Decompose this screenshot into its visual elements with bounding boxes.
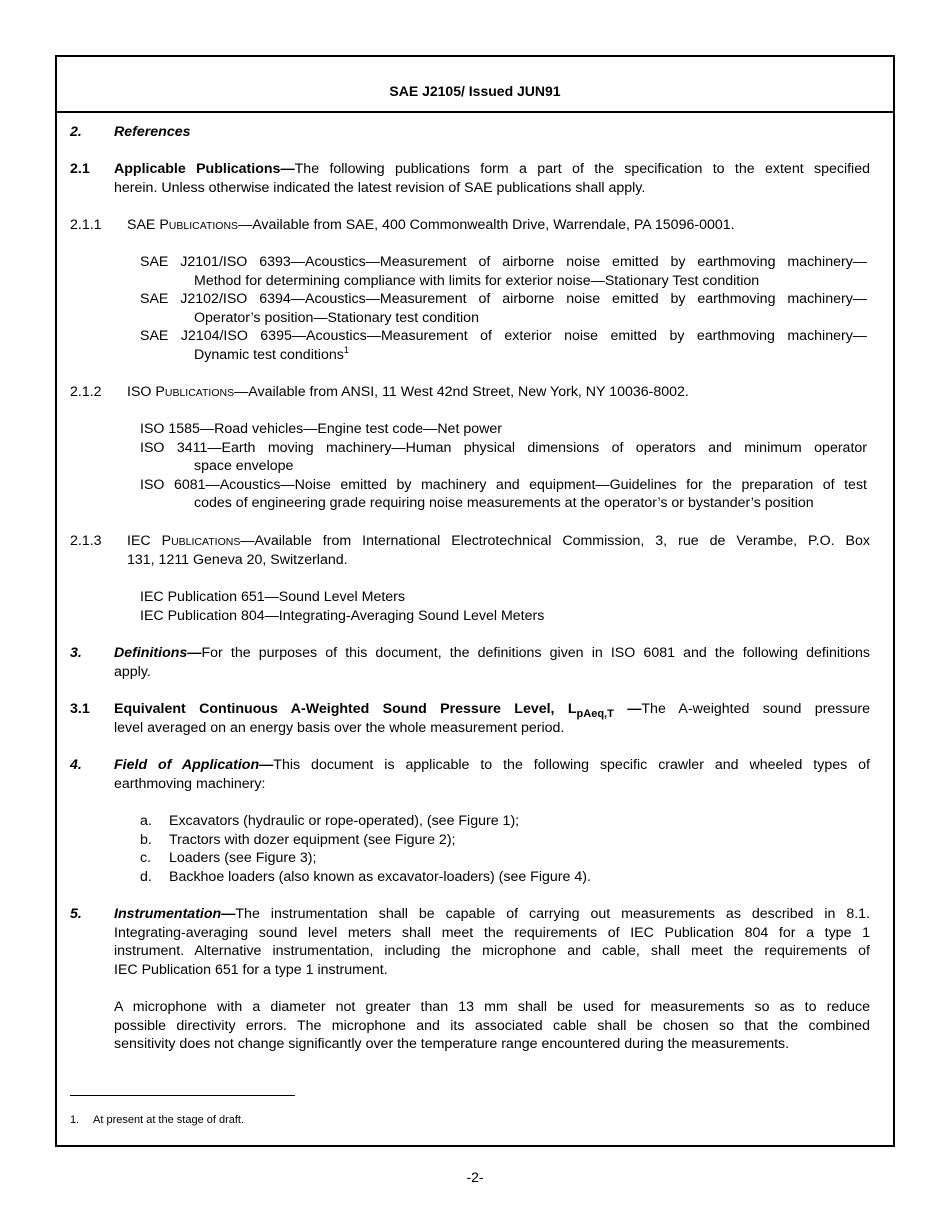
reference-item: ISO 1585—Road vehicles—Engine test code—Net power — [140, 421, 502, 437]
machinery-list — [140, 812, 867, 886]
section-3-1: 3.1 Equivalent Continuous A-Weighted Sound Pressure Level, $L_{pAeq,T}$ —The A-weighted sound pressure level averaged on an energy basis over the whole measurement period. — [70, 701, 870, 736]
document-header — [57, 57, 893, 113]
reference-item: ISO 6081—Acoustics—Noise emitted by machinery and equipment—Guidelines for the preparation of test — [140, 476, 867, 493]
reference-item: IEC Publication 804—Integrating-Averaging Sound Level Meters — [140, 607, 545, 624]
reference-item: SAE J2104/ISO 6395—Acoustics—Measurement of exterior noise emitted by earthmoving machinery— — [140, 328, 867, 345]
section-2-1-3: 2.1.3 IEC PUBLICATIONS—Available from International Electrotechnical Commission, 3, rue de Verambe, P.O. Box 131, 1211 Geneva 20, Switzerland. — [70, 533, 870, 568]
list-item: a. Excavators (hydraulic or rope-operated), (see Figure 1); — [140, 813, 520, 829]
reference-item: ISO 3411—Earth moving machinery—Human physical dimensions of operators and minimum operator — [140, 439, 867, 456]
section-5-paragraph-2: A microphone with a diameter not greater than 13 mm shall be used for measurements so as to reduce possible directivity errors. The microphone and its associated cable shall be chosen so that the combined sensitivity does not change significantly over the temperature range encountered during the measurements. — [114, 999, 870, 1053]
section-2-1: 2.1 Applicable Publications—The following publications form a part of the specification to the extent specified herein. Unless otherwise indicated the latest revision of SAE publications shall apply. — [70, 161, 870, 196]
iso-references: ISO 1585—Road vehicles—Engine test code—Net power ISO 3411—Earth moving machinery—Human physical dimensions of operators and minimum operator space envelope ISO 6081—Acoustics—Noise emitted by machinery and equipment—Guidelines for the preparation of test codes of engineering grade requiring noise measurements at the operator’s or bystander’s position — [140, 421, 867, 512]
iec-references — [140, 588, 867, 625]
footnote-divider — [70, 1095, 295, 1096]
list-item: b. Tractors with dozer equipment (see Figure 2); — [140, 831, 456, 848]
sae-references: SAE J2101/ISO 6393—Acoustics—Measurement of airborne noise emitted by earthmoving machinery— Method for determining compliance with limits for exterior noise—Stationary Test condition SAE J2102/ISO 6394—Acoustics—Measurement of airborne noise emitted by earthmoving machinery— Operator’s position—Stationary test condition SAE J2104/ISO 6395—Acoustics—Measurement of exterior noise emitted by earthmoving machinery— Dynamic test conditions$^1$ — [140, 254, 867, 363]
document-title: SAE J2105/ Issued JUN91 — [389, 83, 561, 99]
page-frame: SAE J2105/ Issued JUN91 2. References 2.1 Applicable Publications—The following publications form a part of the specification to the extent specified herein. Unless otherwise indicated the latest revision of SAE publications shall apply. 2.1.1 SAE PUBLICATIONS—Available from SAE, 400 Commonwealth Drive, Warrendale, PA 15096-0001. SAE J2101/ISO 6393—Acoustics—Measurement of airborne noise emitted by earthmoving machinery— Method for determining compliance with limits for exterior noise—Stationary Test condition SAE J2102/ISO 6394—Acoustics—Measurement of airborne noise emitted by earthmoving machinery— Operator’s position—Stationary test condition SAE J2104/ISO 6395—Acoustics—Measurement of exterior noise emitted by earthmoving machinery— Dynamic test conditions$^1$ 2.1.2 ISO PUBLICATIONS—Available from ANSI, 11 West 42nd Street, New York, NY 10036-8002. ISO 1585—Road vehicles—Engine test code—Net power ISO 3411—Earth moving machinery—Human physical dimensions of operators and minimum operator space envelope ISO 6081—Acoustics—Noise emitted by machinery and equipment—Guidelines for the preparation of test codes of engineering grade requiring noise measurements at the operator’s or bystander’s position 2.1.3 IEC PUBLICATIONS—Available from International Electrotechnical Commission, 3, rue de Verambe, P.O. Box 131, 1211 Geneva 20, Switzerland. IEC Publication 651—Sound Level Meters IEC Publication 804—Integrating-Averaging Sound Level Meters 3. Definitions—For the purposes of this document, the definitions given in ISO 6081 and the following definitions apply. 3.1 Equivalent Continuous A-Weighted Sound Pressure Level, $L_{pAeq,T}$ —The A-weighted sound pressure level averaged on an energy basis over the whole measurement period. 4. Field of Application—This document is applicable to the following specific crawler and wheeled types of earthmoving machinery: a. Excavators (hydraulic or rope-operated), (see Figure 1); b. Tractors with dozer equipment (see Figure 2); c. Loaders (see Figure 3); d. Backhoe loaders (also known as excavator-loaders) (see Figure 4). 5. Instrumentation—The instrumentation shall be capable of carrying out measurements as described in 8.1. Integrating-averaging sound level meters shall meet the requirements of IEC Publication 804 for a type 1 instrument. Alternative instrumentation, including the microphone and cable, shall meet the requirements of IEC Publication 651 for a type 1 instrument. A microphone with a diameter not greater than 13 mm shall be used for measurements so as to reduce possible directivity errors. The microphone and its associated cable shall be chosen so that the combined sensitivity does not change significantly over the temperature range encountered during the measurements. 1. At present at the stage of draft. — [55, 55, 895, 1147]
reference-item: SAE J2102/ISO 6394—Acoustics—Measurement of airborne noise emitted by earthmoving machinery— — [140, 291, 867, 308]
section-5: 5. Instrumentation—The instrumentation shall be capable of carrying out measurements as described in 8.1. Integrating-averaging sound level meters shall meet the requirements of IEC Publication 804 for a type 1 instrument. Alternative instrumentation, including the microphone and cable, shall meet the requirements of IEC Publication 651 for a type 1 instrument. — [70, 906, 870, 978]
reference-item: SAE J2101/ISO 6393—Acoustics—Measurement of airborne noise emitted by earthmoving machinery— — [140, 254, 867, 270]
list-item: c. Loaders (see Figure 3); — [140, 850, 317, 867]
footnote-marker: 1 — [343, 344, 349, 355]
list-item: d. Backhoe loaders (also known as excavator-loaders) (see Figure 4). — [140, 868, 591, 885]
reference-item: IEC Publication 651—Sound Level Meters — [140, 589, 405, 605]
page-number: -2- — [466, 1169, 484, 1185]
section-4: 4. Field of Application—This document is applicable to the following specific crawler and wheeled types of earthmoving machinery: — [70, 757, 870, 792]
section-3: 3. Definitions—For the purposes of this document, the definitions given in ISO 6081 and the following definitions apply. — [70, 645, 870, 680]
